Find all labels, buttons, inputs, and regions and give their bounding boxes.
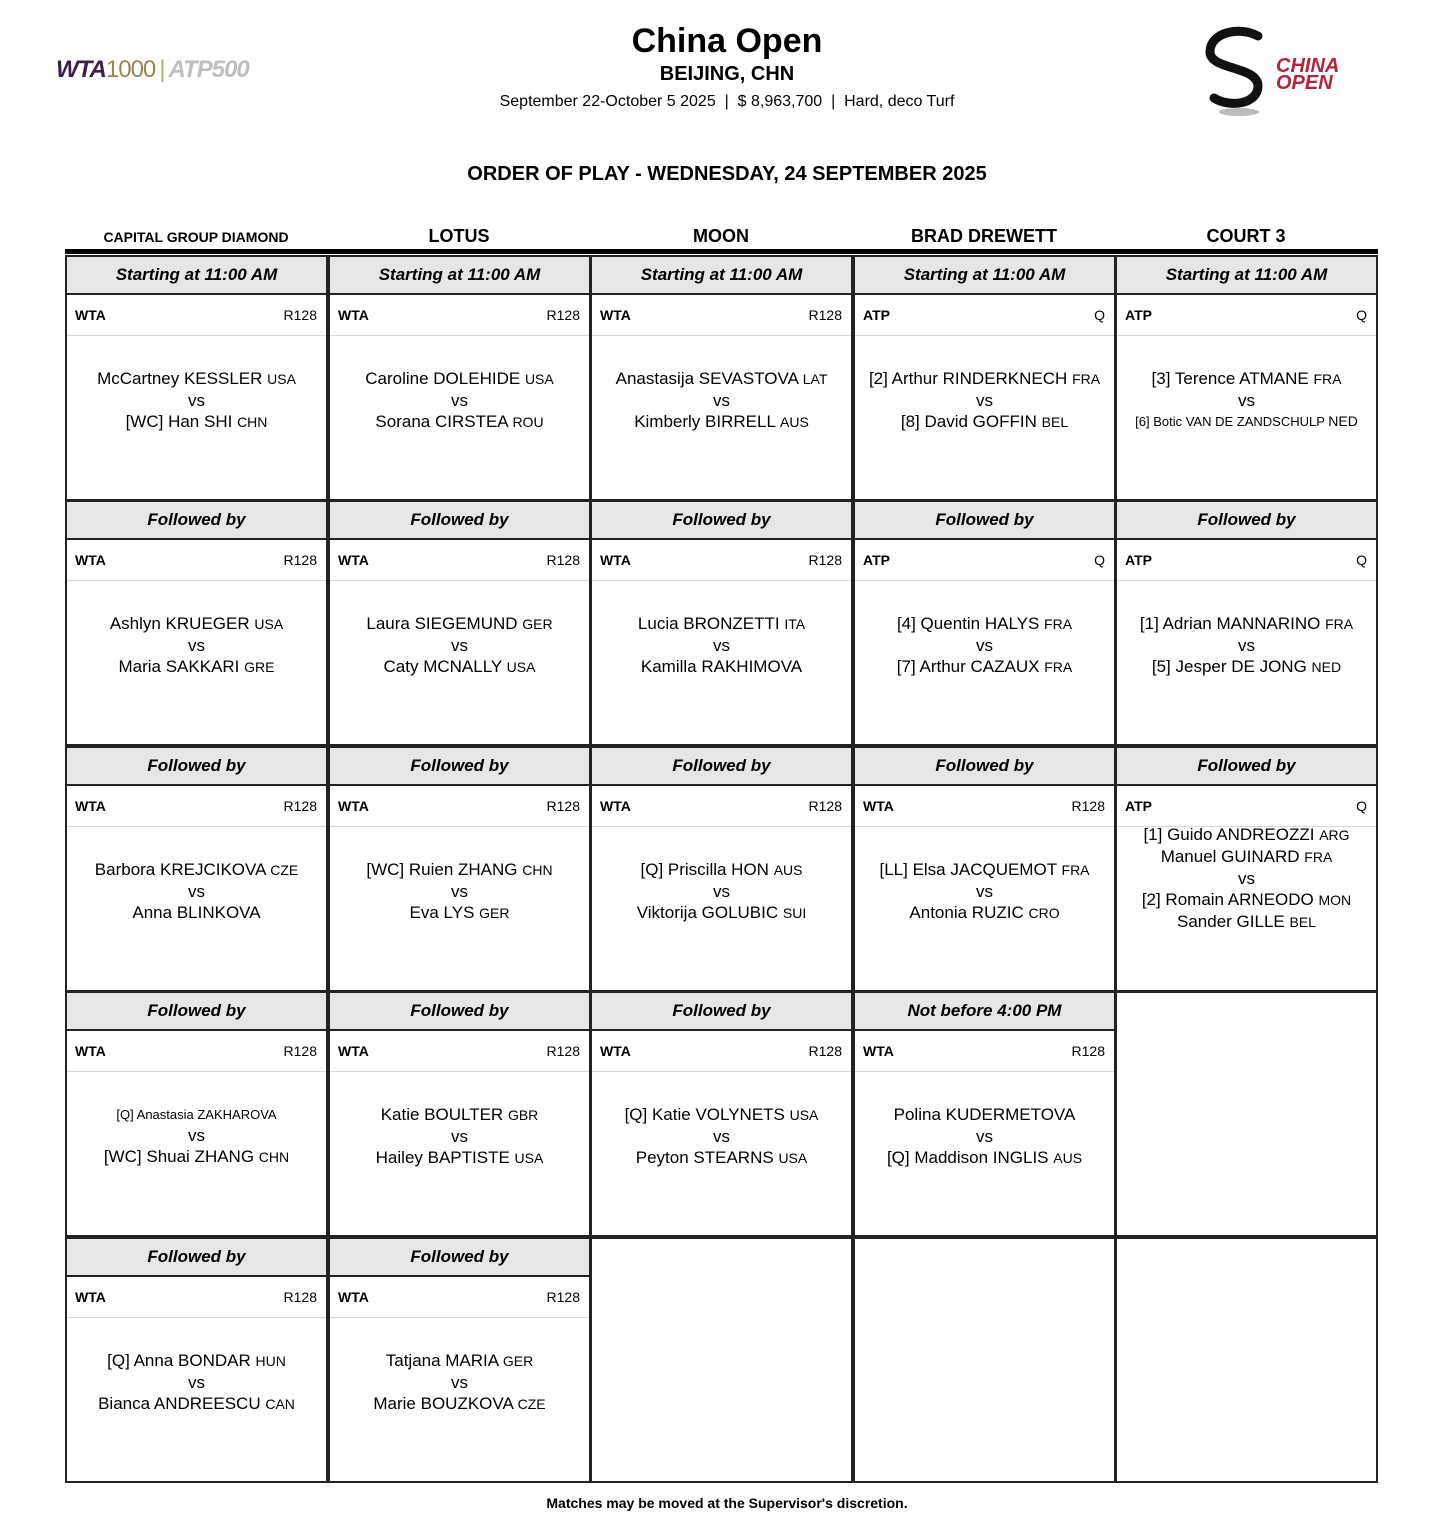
match-round: Q xyxy=(1356,798,1367,814)
player-name: Marie BOUZKOVA xyxy=(373,1393,513,1413)
player-nationality: ARG xyxy=(1319,826,1350,843)
empty-slot xyxy=(853,1237,1116,1483)
vs-label: vs xyxy=(188,635,205,655)
player-name: [6] Botic VAN DE ZANDSCHULP xyxy=(1135,414,1325,429)
match-players xyxy=(330,1317,589,1481)
tournament-city: BEIJING, CHN xyxy=(659,63,795,85)
match-round: R128 xyxy=(808,798,842,814)
match-tour: ATP xyxy=(1125,798,1152,814)
player-name: Katie BOULTER xyxy=(380,1104,504,1124)
match-round: R128 xyxy=(546,307,580,323)
player-line xyxy=(1152,368,1342,390)
match-round: R128 xyxy=(1071,798,1105,814)
match-round: R128 xyxy=(546,1043,580,1059)
match-round: R128 xyxy=(808,552,842,568)
player-name: McCartney KESSLER xyxy=(97,368,263,388)
player-nationality: HUN xyxy=(255,1352,286,1369)
vs-label: vs xyxy=(188,390,205,410)
match-info xyxy=(330,786,589,827)
match-round: R128 xyxy=(546,1289,580,1305)
match-players xyxy=(592,335,851,499)
match-tour: WTA xyxy=(75,1289,106,1305)
match-time: Not before 4:00 PM xyxy=(855,993,1114,1031)
match-time: Starting at 11:00 AM xyxy=(592,257,851,295)
wta-logo-text: WTA xyxy=(56,56,106,83)
match-time: Followed by xyxy=(592,993,851,1031)
match-card xyxy=(1115,500,1378,746)
player-name: Anna BLINKOVA xyxy=(132,902,261,922)
match-round: R128 xyxy=(283,798,317,814)
match-info xyxy=(67,1031,326,1072)
player-line xyxy=(365,368,553,390)
match-info xyxy=(67,786,326,827)
player-name: Tatjana MARIA xyxy=(385,1350,499,1370)
player-name: [WC] Ruien ZHANG xyxy=(366,859,518,879)
match-tour: WTA xyxy=(75,798,106,814)
wta-atp-logo: WTA1000 | ATP500 xyxy=(56,56,249,83)
match-time: Followed by xyxy=(67,502,326,540)
match-card xyxy=(853,500,1116,746)
match-card xyxy=(590,746,853,992)
match-info xyxy=(1117,540,1376,581)
player-name: [3] Terence ATMANE xyxy=(1151,369,1309,388)
match-card xyxy=(1115,255,1378,501)
vs-label: vs xyxy=(713,390,730,410)
player-name: Maria SAKKARI xyxy=(118,656,240,676)
match-players xyxy=(855,1071,1114,1235)
match-tour: WTA xyxy=(338,307,369,323)
player-line xyxy=(110,613,283,635)
player-name: [Q] Maddison INGLIS xyxy=(886,1147,1049,1167)
footer-note: Matches may be moved at the Supervisor's discretion. xyxy=(546,1495,908,1511)
match-players xyxy=(1117,335,1376,499)
player-line xyxy=(118,656,274,678)
match-players xyxy=(67,826,326,990)
player-name: Hailey BAPTISTE xyxy=(375,1147,510,1167)
match-tour: ATP xyxy=(863,552,890,568)
player-name: Laura SIEGEMUND xyxy=(366,613,518,633)
player-line xyxy=(381,1104,539,1126)
player-nationality: GER xyxy=(522,615,553,632)
match-info xyxy=(67,1277,326,1318)
match-time: Followed by xyxy=(330,1239,589,1277)
match-card xyxy=(853,746,1116,992)
player-nationality: FRA xyxy=(1325,615,1354,632)
match-players xyxy=(592,580,851,744)
player-line xyxy=(638,613,805,635)
match-time: Followed by xyxy=(1117,502,1376,540)
match-time: Followed by xyxy=(1117,748,1376,786)
vs-label: vs xyxy=(976,635,993,655)
match-card xyxy=(590,991,853,1237)
player-line xyxy=(894,1104,1076,1126)
player-line xyxy=(1161,846,1333,868)
match-info xyxy=(855,540,1114,581)
match-card xyxy=(328,255,591,501)
match-players xyxy=(67,1317,326,1481)
match-round: R128 xyxy=(546,552,580,568)
player-nationality: BEL xyxy=(1041,413,1069,430)
vs-label: vs xyxy=(451,881,468,901)
match-info xyxy=(855,786,1114,827)
vs-label: vs xyxy=(451,1126,468,1146)
player-nationality: FRA xyxy=(1304,848,1333,865)
match-info xyxy=(855,1031,1114,1072)
match-tour: WTA xyxy=(600,552,631,568)
match-card xyxy=(65,991,328,1237)
player-nationality: CHN xyxy=(258,1149,290,1165)
player-nationality: GBR xyxy=(507,1106,539,1123)
match-info xyxy=(330,540,589,581)
match-info xyxy=(67,540,326,581)
vs-label: vs xyxy=(451,635,468,655)
header-divider xyxy=(65,249,1378,254)
match-players xyxy=(592,1071,851,1235)
player-name: Manuel GUINARD xyxy=(1160,846,1300,866)
match-round: R128 xyxy=(283,307,317,323)
match-time: Followed by xyxy=(67,993,326,1031)
player-nationality: USA xyxy=(524,370,554,387)
match-info xyxy=(855,295,1114,336)
player-nationality: GRE xyxy=(244,658,275,675)
match-tour: WTA xyxy=(863,798,894,814)
match-card xyxy=(328,991,591,1237)
player-name: [LL] Elsa JACQUEMOT xyxy=(879,859,1057,879)
player-name: [Q] Anastasia ZAKHAROVA xyxy=(116,1107,277,1122)
player-line xyxy=(625,1104,819,1126)
match-round: R128 xyxy=(283,1043,317,1059)
match-round: R128 xyxy=(1071,1043,1105,1059)
empty-slot xyxy=(1115,1237,1378,1483)
match-time: Followed by xyxy=(67,1239,326,1277)
match-card xyxy=(65,746,328,992)
player-nationality: BEL xyxy=(1289,913,1316,930)
match-tour: WTA xyxy=(600,307,631,323)
player-nationality: USA xyxy=(778,1149,808,1166)
vs-label: vs xyxy=(1238,635,1255,655)
match-round: R128 xyxy=(546,798,580,814)
match-info xyxy=(592,295,851,336)
match-info xyxy=(592,540,851,581)
match-card xyxy=(65,500,328,746)
match-players xyxy=(330,826,589,990)
player-line xyxy=(375,411,543,433)
match-card xyxy=(328,500,591,746)
match-time: Followed by xyxy=(855,502,1114,540)
player-name: Anastasija SEVASTOVA xyxy=(615,368,798,388)
player-nationality: USA xyxy=(506,658,536,675)
match-time: Followed by xyxy=(330,748,589,786)
match-time: Followed by xyxy=(330,993,589,1031)
player-nationality: FRA xyxy=(1313,371,1342,387)
player-name: Barbora KREJCIKOVA xyxy=(94,859,266,879)
player-line xyxy=(1140,613,1353,635)
match-time: Starting at 11:00 AM xyxy=(1117,257,1376,295)
match-card xyxy=(853,991,1116,1237)
player-line xyxy=(1143,824,1349,846)
match-tour: WTA xyxy=(600,798,631,814)
player-line xyxy=(869,368,1100,390)
match-tour: WTA xyxy=(338,798,369,814)
match-info xyxy=(592,1031,851,1072)
player-name: [WC] Han SHI xyxy=(125,411,233,431)
match-time: Followed by xyxy=(67,748,326,786)
court-header-court-3: COURT 3 xyxy=(1206,226,1286,246)
china-open-logo xyxy=(1200,26,1360,118)
player-name: [8] David GOFFIN xyxy=(900,411,1037,431)
player-nationality: AUS xyxy=(773,861,803,878)
match-round: R128 xyxy=(808,1043,842,1059)
match-time: Starting at 11:00 AM xyxy=(330,257,589,295)
player-name: Antonia RUZIC xyxy=(909,902,1024,922)
match-round: R128 xyxy=(808,307,842,323)
match-players xyxy=(330,580,589,744)
vs-label: vs xyxy=(1238,391,1255,410)
match-card xyxy=(328,746,591,992)
player-name: [2] Arthur RINDERKNECH xyxy=(868,368,1068,388)
court-header-capital-group-diamond: CAPITAL GROUP DIAMOND xyxy=(103,229,289,245)
player-line xyxy=(616,368,828,390)
vs-label: vs xyxy=(713,881,730,901)
player-line xyxy=(641,656,802,678)
match-tour: WTA xyxy=(338,1043,369,1059)
player-line xyxy=(909,902,1059,924)
china-open-logo-text: CHINA OPEN xyxy=(1276,55,1340,94)
vs-label: vs xyxy=(451,390,468,410)
match-info xyxy=(592,786,851,827)
match-players xyxy=(67,335,326,499)
player-nationality: FRA xyxy=(1044,615,1073,632)
player-line xyxy=(366,859,552,881)
match-tour: ATP xyxy=(1125,307,1152,323)
player-nationality: USA xyxy=(254,615,284,632)
player-name: Lucia BRONZETTI xyxy=(637,613,780,633)
vs-label: vs xyxy=(451,1372,468,1392)
player-line xyxy=(901,411,1068,433)
match-players xyxy=(592,826,851,990)
player-name: Kimberly BIRRELL xyxy=(634,411,776,431)
match-round: Q xyxy=(1094,552,1105,568)
match-card xyxy=(328,1237,591,1483)
player-name: Caty MCNALLY xyxy=(383,656,502,676)
tournament-title: China Open xyxy=(631,22,823,60)
vs-label: vs xyxy=(713,1126,730,1146)
player-line xyxy=(641,859,803,881)
vs-label: vs xyxy=(188,881,205,901)
match-time: Followed by xyxy=(592,748,851,786)
match-tour: ATP xyxy=(1125,552,1152,568)
player-nationality: USA xyxy=(514,1149,544,1166)
player-name: Peyton STEARNS xyxy=(635,1147,774,1167)
player-nationality: AUS xyxy=(1053,1149,1083,1166)
match-tour: WTA xyxy=(338,552,369,568)
match-players xyxy=(330,335,589,499)
order-of-play-title: ORDER OF PLAY - WEDNESDAY, 24 SEPTEMBER 2025 xyxy=(467,163,987,185)
player-nationality: LAT xyxy=(802,370,828,387)
player-line xyxy=(897,613,1072,635)
match-tour: WTA xyxy=(600,1043,631,1059)
player-nationality: FRA xyxy=(1072,370,1101,387)
player-name: Kamilla RAKHIMOVA xyxy=(640,656,803,676)
player-name: [2] Romain ARNEODO xyxy=(1141,889,1314,909)
court-header-brad-drewett: BRAD DREWETT xyxy=(911,226,1057,246)
match-time: Followed by xyxy=(330,502,589,540)
player-nationality: CAN xyxy=(265,1395,295,1412)
player-line xyxy=(1152,656,1341,678)
match-tour: WTA xyxy=(75,552,106,568)
vs-label: vs xyxy=(976,1126,993,1146)
player-name: [Q] Priscilla HON xyxy=(640,859,769,879)
player-name: [7] Arthur CAZAUX xyxy=(896,656,1040,676)
player-name: [5] Jesper DE JONG xyxy=(1151,656,1307,676)
player-line xyxy=(1135,411,1358,432)
match-players xyxy=(67,580,326,744)
player-nationality: FRA xyxy=(1044,658,1073,675)
match-round: R128 xyxy=(283,1289,317,1305)
player-nationality: GER xyxy=(479,904,510,921)
player-line xyxy=(887,1147,1082,1169)
match-players xyxy=(855,580,1114,744)
match-players xyxy=(330,1071,589,1235)
china-open-swirl-icon xyxy=(1200,26,1280,118)
player-name: [4] Quentin HALYS xyxy=(896,613,1040,633)
vs-label: vs xyxy=(713,635,730,655)
match-card xyxy=(590,500,853,746)
match-time: Followed by xyxy=(855,748,1114,786)
player-line xyxy=(126,411,268,433)
tournament-info: September 22-October 5 2025 | $ 8,963,700 | Hard, deco Turf xyxy=(499,93,955,110)
player-nationality: CZE xyxy=(517,1395,546,1412)
match-round: R128 xyxy=(283,552,317,568)
match-round: Q xyxy=(1094,307,1105,323)
player-name: Eva LYS xyxy=(409,902,475,922)
player-line xyxy=(636,1147,807,1169)
player-line xyxy=(376,1147,544,1169)
player-name: Ashlyn KRUEGER xyxy=(109,613,250,633)
player-nationality: CZE xyxy=(270,861,299,878)
player-nationality: ITA xyxy=(784,615,806,632)
player-line xyxy=(107,1350,286,1372)
match-time: Starting at 11:00 AM xyxy=(855,257,1114,295)
wta-level-text: 1000 xyxy=(105,56,156,83)
match-info xyxy=(330,1277,589,1318)
atp-logo-text: ATP xyxy=(168,56,212,83)
match-round: Q xyxy=(1356,552,1367,568)
player-nationality: CHN xyxy=(522,861,553,878)
match-tour: WTA xyxy=(863,1043,894,1059)
player-line xyxy=(384,656,536,678)
match-card xyxy=(1115,746,1378,992)
player-line xyxy=(897,656,1072,678)
player-name: [1] Guido ANDREOZZI xyxy=(1143,824,1315,844)
match-card xyxy=(590,255,853,501)
player-line xyxy=(104,1146,289,1168)
player-name: [1] Adrian MANNARINO xyxy=(1139,613,1321,633)
match-tour: ATP xyxy=(863,307,890,323)
atp-level-text: 500 xyxy=(211,56,249,83)
match-tour: WTA xyxy=(75,307,106,323)
player-line xyxy=(98,1393,295,1415)
match-players xyxy=(855,826,1114,990)
player-name: Sorana CIRSTEA xyxy=(375,411,508,431)
match-tour: WTA xyxy=(338,1289,369,1305)
empty-slot xyxy=(590,1237,853,1483)
player-nationality: CRO xyxy=(1028,904,1060,921)
player-name: Viktorija GOLUBIC xyxy=(636,902,779,922)
court-header-moon: MOON xyxy=(693,226,749,246)
player-name: Sander GILLE xyxy=(1177,911,1285,931)
match-info xyxy=(330,1031,589,1072)
vs-label: vs xyxy=(976,390,993,410)
player-nationality: ROU xyxy=(512,413,544,430)
player-name: Bianca ANDREESCU xyxy=(98,1393,261,1413)
player-name: [Q] Katie VOLYNETS xyxy=(624,1104,785,1124)
player-nationality: CHN xyxy=(237,413,268,430)
player-nationality: GER xyxy=(502,1352,534,1369)
player-nationality: MON xyxy=(1318,891,1352,908)
match-card xyxy=(853,255,1116,501)
court-header-lotus: LOTUS xyxy=(428,226,490,246)
match-players xyxy=(855,335,1114,499)
match-players xyxy=(67,1071,326,1235)
player-line xyxy=(116,1104,276,1125)
match-players xyxy=(1117,826,1376,990)
match-card xyxy=(65,255,328,501)
match-round: Q xyxy=(1356,307,1367,323)
match-tour: WTA xyxy=(75,1043,106,1059)
vs-label: vs xyxy=(1238,868,1255,888)
player-line xyxy=(366,613,552,635)
player-nationality: FRA xyxy=(1061,861,1090,878)
player-nationality: SUI xyxy=(782,904,807,921)
player-nationality: USA xyxy=(789,1106,819,1123)
player-line xyxy=(634,411,809,433)
player-nationality: AUS xyxy=(780,413,809,430)
match-info xyxy=(330,295,589,336)
match-time: Starting at 11:00 AM xyxy=(67,257,326,295)
vs-label: vs xyxy=(976,881,993,901)
match-card xyxy=(65,1237,328,1483)
vs-label: vs xyxy=(188,1372,205,1392)
match-info xyxy=(67,295,326,336)
player-line xyxy=(1142,889,1351,911)
player-line xyxy=(373,1393,545,1415)
player-line xyxy=(410,902,510,924)
player-nationality: NED xyxy=(1328,413,1358,429)
player-line xyxy=(1177,911,1316,933)
player-line xyxy=(95,859,298,881)
player-line xyxy=(97,368,296,390)
player-name: Caroline DOLEHIDE xyxy=(365,368,521,388)
match-info xyxy=(1117,786,1376,827)
player-line xyxy=(637,902,806,924)
player-line xyxy=(879,859,1089,881)
match-time: Followed by xyxy=(592,502,851,540)
player-name: [Q] Anna BONDAR xyxy=(107,1350,251,1370)
player-nationality: NED xyxy=(1311,658,1342,675)
match-info xyxy=(1117,295,1376,336)
empty-slot xyxy=(1115,991,1378,1237)
vs-label: vs xyxy=(188,1126,205,1145)
player-line xyxy=(386,1350,534,1372)
player-name: [WC] Shuai ZHANG xyxy=(103,1147,255,1166)
match-players xyxy=(1117,580,1376,744)
player-name: Polina KUDERMETOVA xyxy=(893,1104,1076,1124)
player-line xyxy=(132,902,260,924)
player-nationality: USA xyxy=(267,370,296,387)
